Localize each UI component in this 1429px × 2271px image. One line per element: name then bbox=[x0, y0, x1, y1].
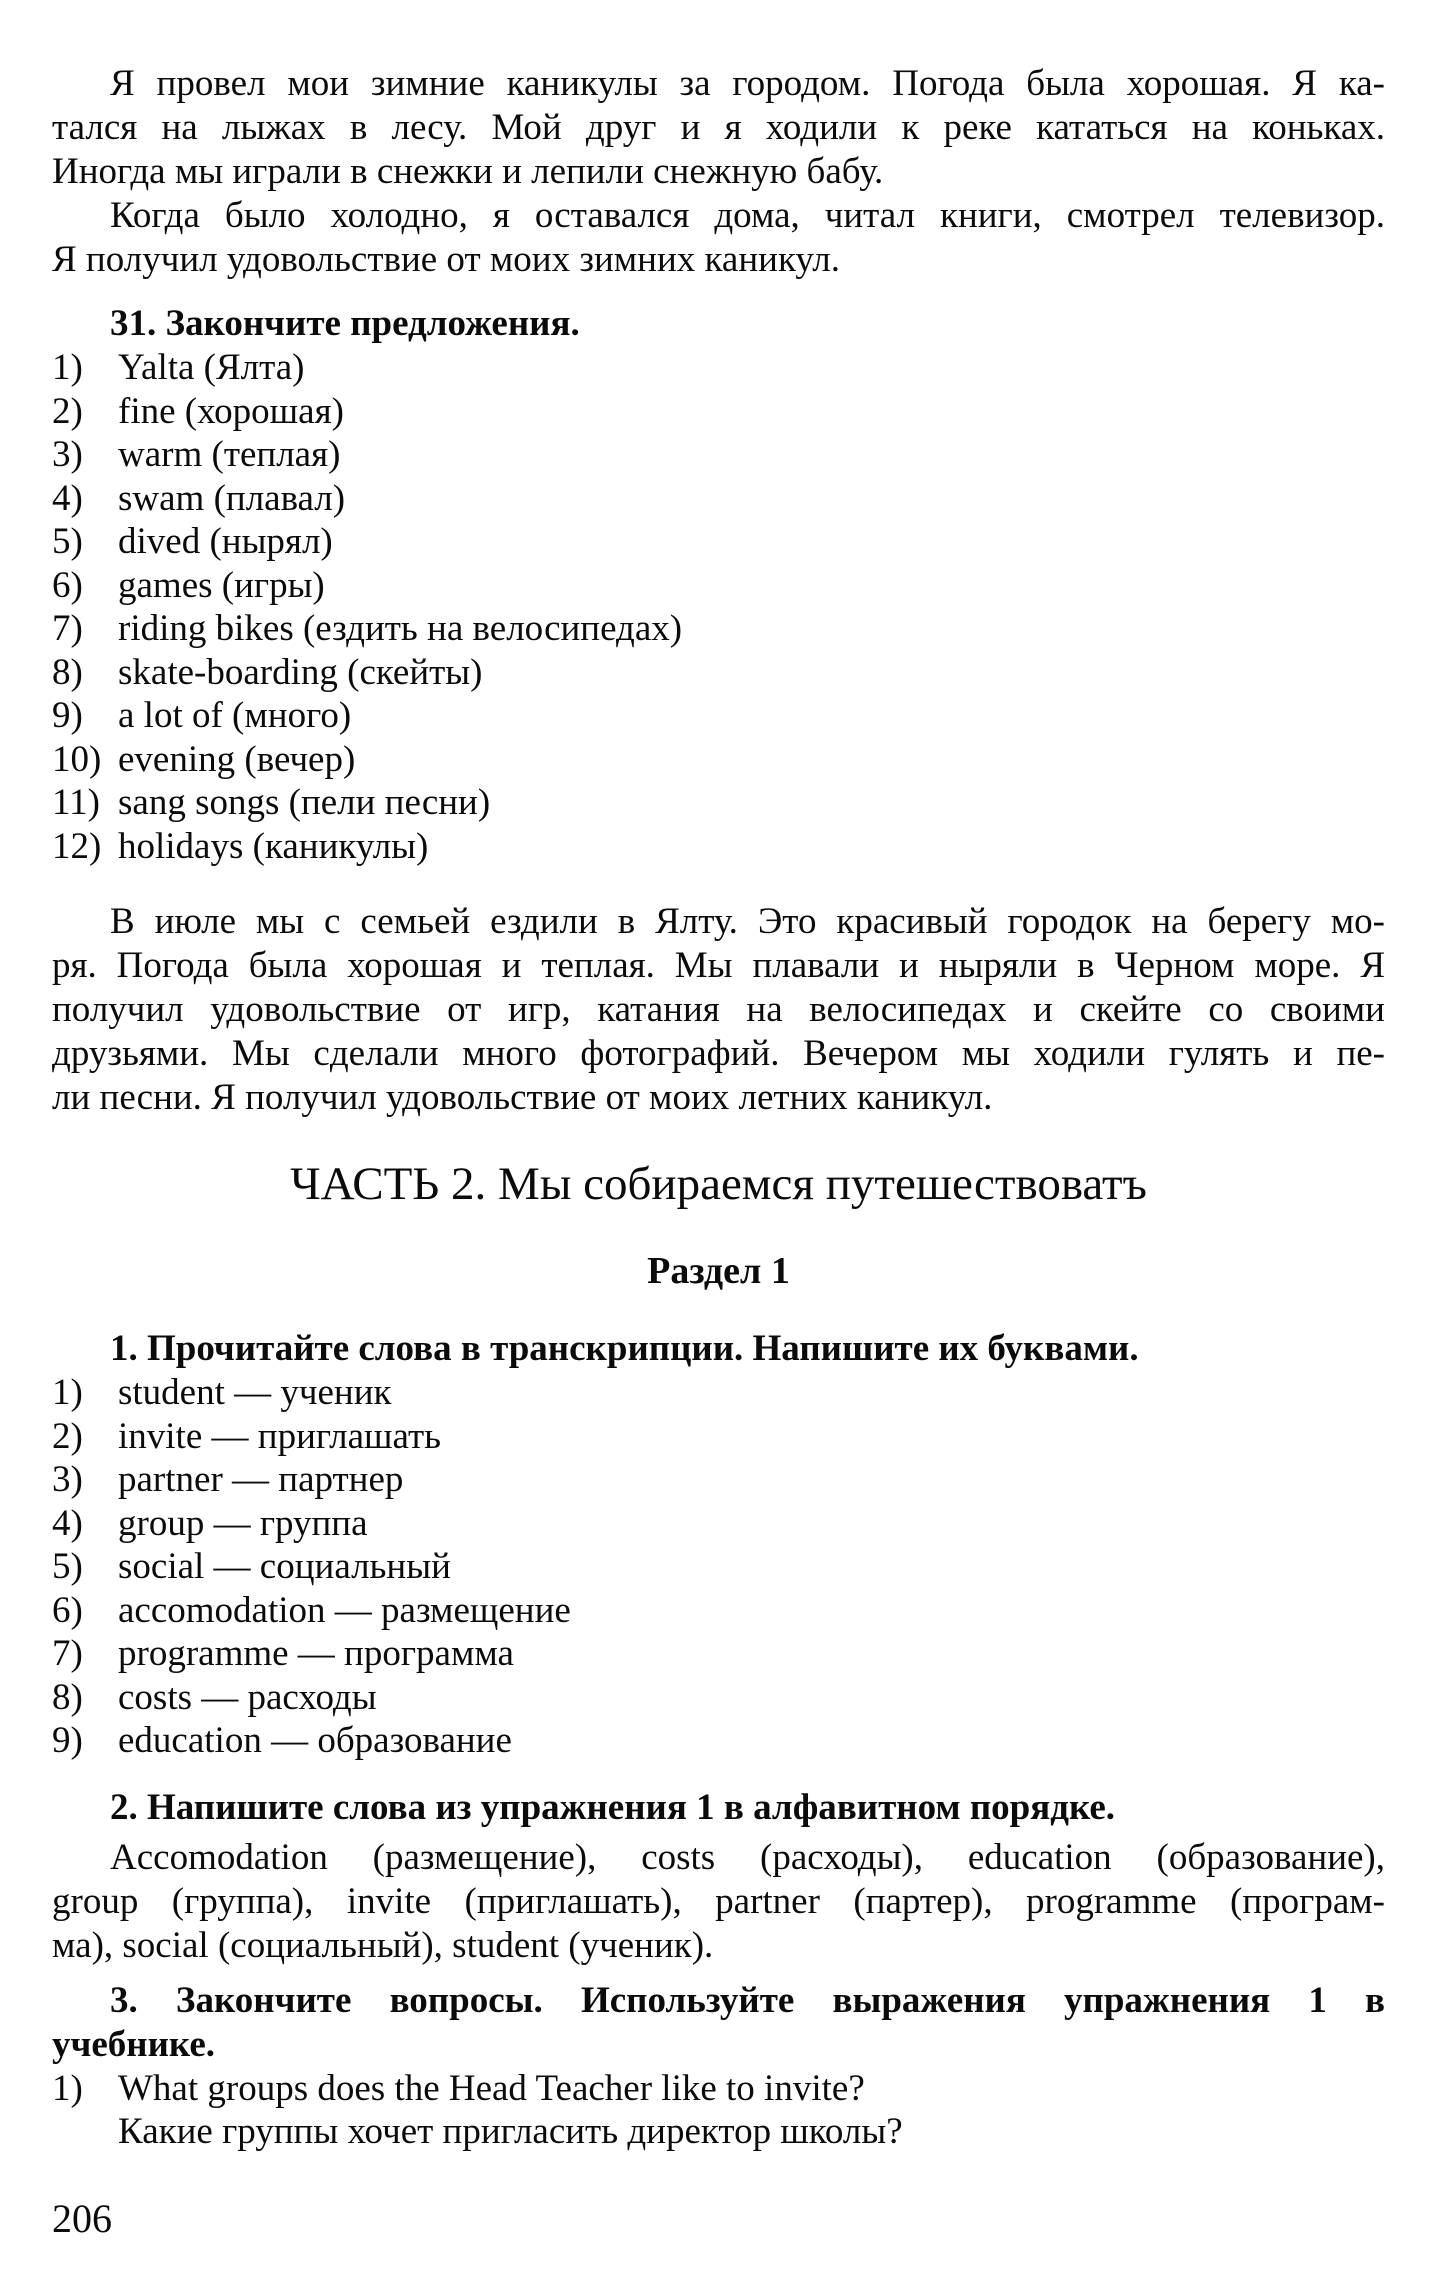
list-item-text: costs — расходы bbox=[118, 1676, 377, 1718]
paragraph-line: друзьями. Мы сделали много фотографий. Вечером мы ходили гулять и пе- bbox=[52, 1033, 1385, 1074]
list-item-number: 8) bbox=[52, 651, 83, 693]
list-item-text: accomodation — размещение bbox=[118, 1589, 571, 1631]
paragraph-line: group (группа), invite (приглашать), partner (партер), programme (програм- bbox=[52, 1880, 1385, 1922]
list-item-number: 8) bbox=[52, 1676, 83, 1718]
list-item bbox=[52, 520, 1385, 564]
list-item-text: student — ученик bbox=[118, 1372, 392, 1413]
list-item bbox=[52, 477, 1385, 521]
list-item bbox=[52, 1719, 1385, 1763]
part-2-heading: ЧАСТЬ 2. Мы собираемся путешествоватъ bbox=[290, 1158, 1147, 1210]
paragraph-line: Иногда мы играли в снежки и лепили снежную бабу. bbox=[52, 151, 884, 192]
list-item bbox=[52, 1589, 1385, 1633]
list-item bbox=[52, 607, 1385, 651]
question-english: What groups does the Head Teacher like to invite? bbox=[118, 2067, 865, 2109]
list-item-number: 5) bbox=[52, 1546, 83, 1587]
list-item-text: group — группа bbox=[118, 1502, 368, 1544]
list-item-number: 3) bbox=[52, 434, 83, 475]
list-item-text: holidays (каникулы) bbox=[118, 825, 429, 867]
list-item-text: skate-boarding (скейты) bbox=[118, 651, 483, 693]
list-item-text: social — социальный bbox=[118, 1546, 451, 1587]
list-item-number: 7) bbox=[52, 608, 83, 649]
list-item-number: 9) bbox=[52, 695, 83, 736]
exercise-1-list bbox=[52, 1371, 1385, 1763]
list-item bbox=[52, 1632, 1385, 1676]
paragraph-line: Accomodation (размещение), costs (расходы), education (образование), bbox=[110, 1836, 1385, 1878]
list-item-text: swam (плавал) bbox=[118, 477, 346, 519]
list-item-text: fine (хорошая) bbox=[118, 390, 344, 432]
section-1-heading: Раздел 1 bbox=[647, 1250, 790, 1292]
list-item bbox=[52, 1371, 1385, 1415]
list-item-text: education — образование bbox=[118, 1720, 512, 1761]
list-item-text: partner — партнер bbox=[118, 1459, 404, 1500]
list-item-text: riding bikes (ездить на велосипедах) bbox=[118, 608, 683, 649]
list-item-number: 1) bbox=[52, 347, 83, 388]
question-row bbox=[52, 2067, 1385, 2111]
list-item bbox=[52, 738, 1385, 782]
exercise-31-list bbox=[52, 346, 1385, 868]
list-item bbox=[52, 781, 1385, 825]
list-item bbox=[52, 346, 1385, 390]
paragraph-line: ря. Погода была хорошая и теплая. Мы плавали и ныряли в Черном море. Я bbox=[52, 945, 1385, 986]
list-item-text: invite — приглашать bbox=[118, 1415, 442, 1457]
paragraph-line: Когда было холодно, я оставался дома, читал книги, смотрел телевизор. bbox=[110, 195, 1385, 236]
exercise-31-title: 31. Закончите предложения. bbox=[110, 303, 580, 344]
list-item-number: 10) bbox=[52, 738, 102, 780]
exercise-1-title: 1. Прочитайте слова в транскрипции. Напишите их буквами. bbox=[110, 1328, 1139, 1369]
paragraph-line: Я получил удовольствие от моих зимних каникул. bbox=[52, 239, 840, 280]
list-item bbox=[52, 433, 1385, 477]
list-item bbox=[52, 1415, 1385, 1459]
list-item-number: 2) bbox=[52, 1415, 83, 1457]
list-item-number: 5) bbox=[52, 521, 83, 562]
list-item-number: 6) bbox=[52, 1589, 83, 1631]
list-item bbox=[52, 1502, 1385, 1546]
winter-story-paragraph-1 bbox=[52, 62, 1385, 194]
exercise-31-answer-paragraph bbox=[52, 900, 1385, 1120]
list-item-text: dived (нырял) bbox=[118, 521, 333, 562]
list-item-text: Yalta (Ялта) bbox=[118, 347, 305, 388]
list-item-text: sang songs (пели песни) bbox=[118, 782, 491, 823]
question-translation: Какие группы хочет пригласить директор школы? bbox=[118, 2111, 903, 2152]
exercise-2 bbox=[52, 1786, 1385, 1968]
list-item bbox=[52, 694, 1385, 738]
list-item bbox=[52, 825, 1385, 869]
exercise-3-question-1 bbox=[52, 2067, 1385, 2155]
list-item bbox=[52, 1676, 1385, 1720]
paragraph-line: В июле мы с семьей ездили в Ялту. Это красивый городок на берегу мо- bbox=[110, 901, 1385, 942]
list-item bbox=[52, 390, 1385, 434]
list-item-number: 9) bbox=[52, 1720, 83, 1761]
list-item-number: 4) bbox=[52, 477, 83, 519]
paragraph-line: получил удовольствие от игр, катания на велосипедах и скейте со своими bbox=[52, 989, 1385, 1030]
question-number: 1) bbox=[52, 2067, 83, 2109]
exercise-3-title-line: учебнике. bbox=[52, 2023, 215, 2065]
winter-story-paragraph-2 bbox=[52, 194, 1385, 282]
list-item bbox=[52, 1458, 1385, 1502]
exercise-2-answer-paragraph bbox=[52, 1836, 1385, 1968]
exercise-3 bbox=[52, 1979, 1385, 2155]
list-item-number: 12) bbox=[52, 825, 102, 867]
paragraph-line: ма), social (социальный), student (ученик). bbox=[52, 1924, 714, 1966]
list-item-number: 3) bbox=[52, 1459, 83, 1500]
list-item bbox=[52, 1545, 1385, 1589]
list-item-number: 1) bbox=[52, 1372, 83, 1413]
exercise-3-title-line: 3. Закончите вопросы. Используйте выражения упражнения 1 в bbox=[110, 1979, 1385, 2021]
exercise-1 bbox=[52, 1327, 1385, 1763]
list-item-number: 7) bbox=[52, 1633, 83, 1674]
list-item bbox=[52, 651, 1385, 695]
list-item-number: 4) bbox=[52, 1502, 83, 1544]
list-item-text: a lot of (много) bbox=[118, 695, 352, 736]
list-item bbox=[52, 564, 1385, 608]
list-item-text: evening (вечер) bbox=[118, 738, 356, 780]
list-item-text: warm (теплая) bbox=[118, 434, 341, 475]
list-item-text: games (игры) bbox=[118, 564, 325, 606]
page-number: 206 bbox=[52, 2196, 112, 2241]
paragraph-line: ли песни. Я получил удовольствие от моих летних каникул. bbox=[52, 1077, 993, 1118]
list-item-text: programme — программа bbox=[118, 1633, 514, 1674]
list-item-number: 2) bbox=[52, 390, 83, 432]
paragraph-line: тался на лыжах в лесу. Мой друг и я ходили к реке кататься на коньках. bbox=[52, 107, 1385, 148]
exercise-3-title bbox=[52, 1979, 1385, 2067]
list-item-number: 6) bbox=[52, 564, 83, 606]
list-item-number: 11) bbox=[52, 782, 100, 823]
exercise-2-title: 2. Напишите слова из упражнения 1 в алфавитном порядке. bbox=[110, 1786, 1116, 1828]
paragraph-line: Я провел мои зимние каникулы за городом. Погода была хорошая. Я ка- bbox=[110, 63, 1385, 104]
exercise-31 bbox=[52, 302, 1385, 1120]
